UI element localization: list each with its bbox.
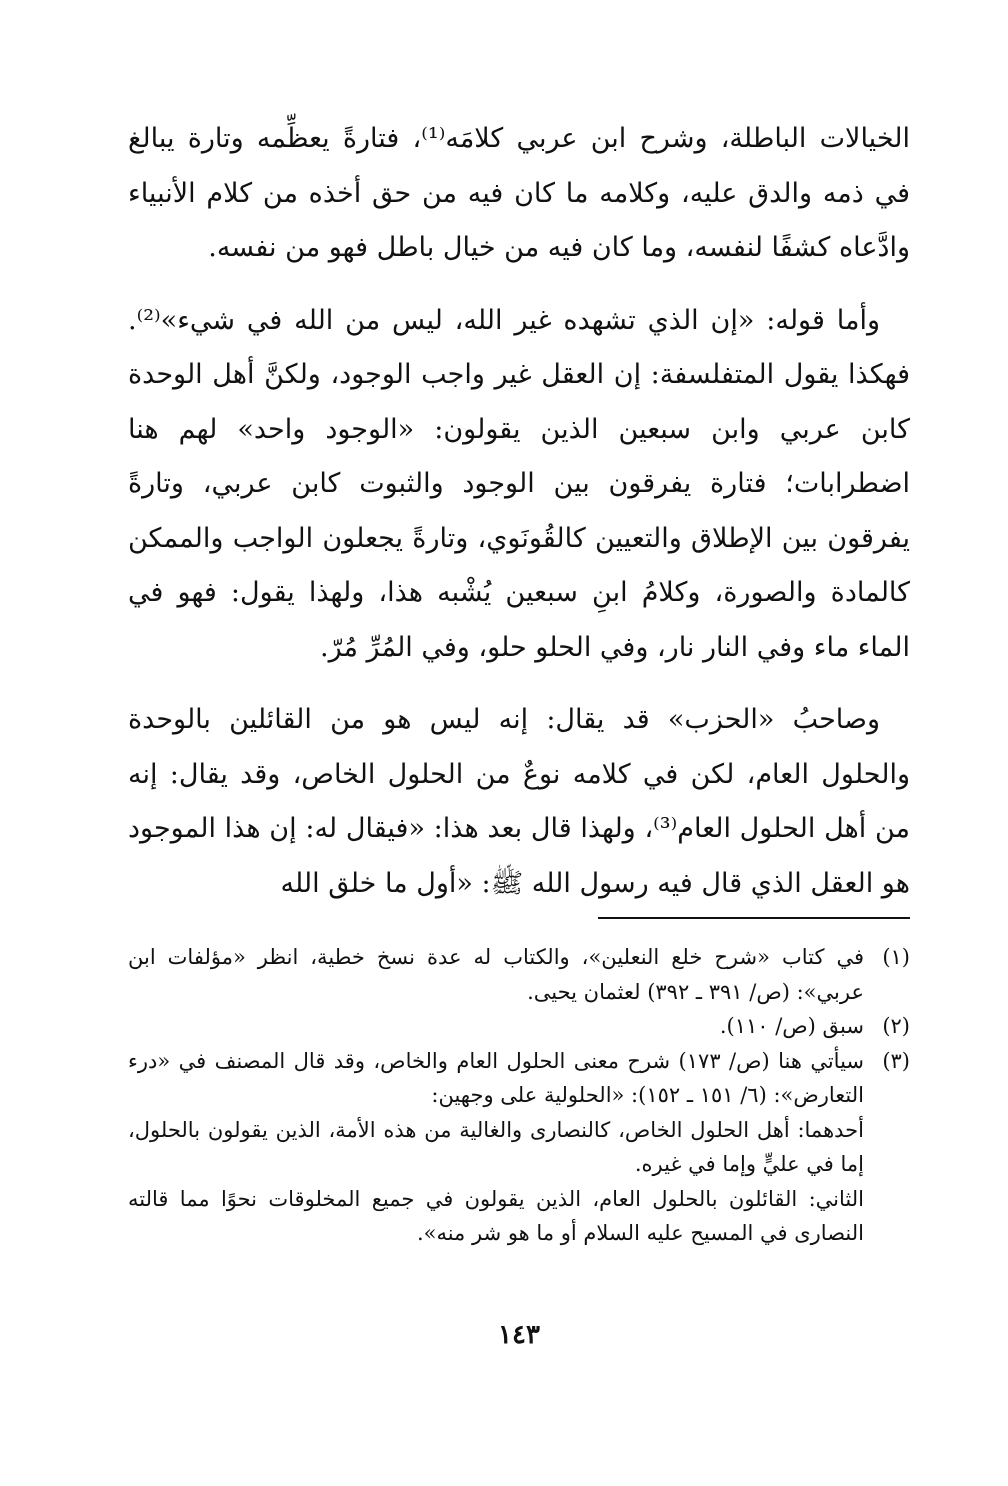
footnote-line: أحدهما: أهل الحلول الخاص، كالنصارى والغالية من هذه الأمة، الذين يقولون بالحلول، إما في عليٍّ وإما في غيره. <box>128 1117 864 1176</box>
footnote-number: (٣) <box>882 1048 910 1073</box>
footnotes <box>128 940 910 1251</box>
paragraph-1: الخيالات الباطلة، وشرح ابن عربي كلامَه⁽¹⁾، فتارةً يعظِّمه وتارة يبالغ في ذمه والدق عليه، وكلامه ما كان فيه من حق أخذه من كلام الأنبياء وادَّعاه كشفًا لنفسه، وما كان فيه من خيال باطل فهو من نفسه. <box>128 123 910 263</box>
footnote-divider <box>598 917 910 919</box>
footnote-line: في كتاب «شرح خلع النعلين»، والكتاب له عدة نسخ خطية، انظر «مؤلفات ابن عربي»: (ص/ ٣٩١ ـ ٣٩٢) لعثمان يحيى. <box>128 945 864 1004</box>
footnote-line: سيأتي هنا (ص/ ١٧٣) شرح معنى الحلول العام والخاص، وقد قال المصنف في «درء التعارض»: (٦/ ١٥١ ـ ١٥٢): «الحلولية على وجهين: <box>128 1048 865 1107</box>
footnote-text <box>128 1009 864 1044</box>
paragraph-2: وأما قوله: «إن الذي تشهده غير الله، ليس من الله في شيء»⁽²⁾. فهكذا يقول المتفلسفة: إن العقل غير واجب الوجود، ولكنَّ أهل الوحدة كابن عربي وابن سبعين الذين يقولون: «الوجود واحد» لهم هنا اضطرابات؛ فتارة يفرقون بين الوجود والثبوت كابن عربي، وتارةً يفرقون بين الإطلاق والتعيين كالقُونَوي، وتارةً يجعلون الواجب والممكن كالمادة والصورة، وكلامُ ابنِ سبعين يُشْبه هذا، ولهذا يقول: فهو في الماء ماء وفي النار نار، وفي الحلو حلو، وفي المُرِّ مُرّ. <box>128 304 910 663</box>
footnote-line: الثاني: القائلون بالحلول العام، الذين يقولون في جميع المخلوقات نحوًا مما قالته النصارى في المسيح عليه السلام أو ما هو شر منه». <box>128 1186 864 1245</box>
footnote-1 <box>128 940 910 1009</box>
page-number: ١٤٣ <box>498 1320 540 1350</box>
footnote-line: سبق (ص/ ١١٠). <box>719 1014 864 1038</box>
footnote-number: (١) <box>882 945 910 969</box>
paragraph-3: وصاحبُ «الحزب» قد يقال: إنه ليس هو من القائلين بالوحدة والحلول العام، لكن في كلامه نوعٌ من الحلول الخاص، وقد يقال: إنه من أهل الحلول العام⁽³⁾، ولهذا قال بعد هذا: «فيقال له: إن هذا الموجود هو العقل الذي قال فيه رسول الله ﷺ: «أول ما خلق الله <box>128 704 910 899</box>
footnote-number: (٢) <box>882 1014 910 1038</box>
book-page <box>128 112 910 1392</box>
footnote-text <box>128 940 864 1009</box>
main-text <box>128 112 910 911</box>
footnote-2 <box>128 1009 910 1044</box>
footnote-3 <box>128 1044 910 1251</box>
footnote-text <box>128 1044 864 1251</box>
